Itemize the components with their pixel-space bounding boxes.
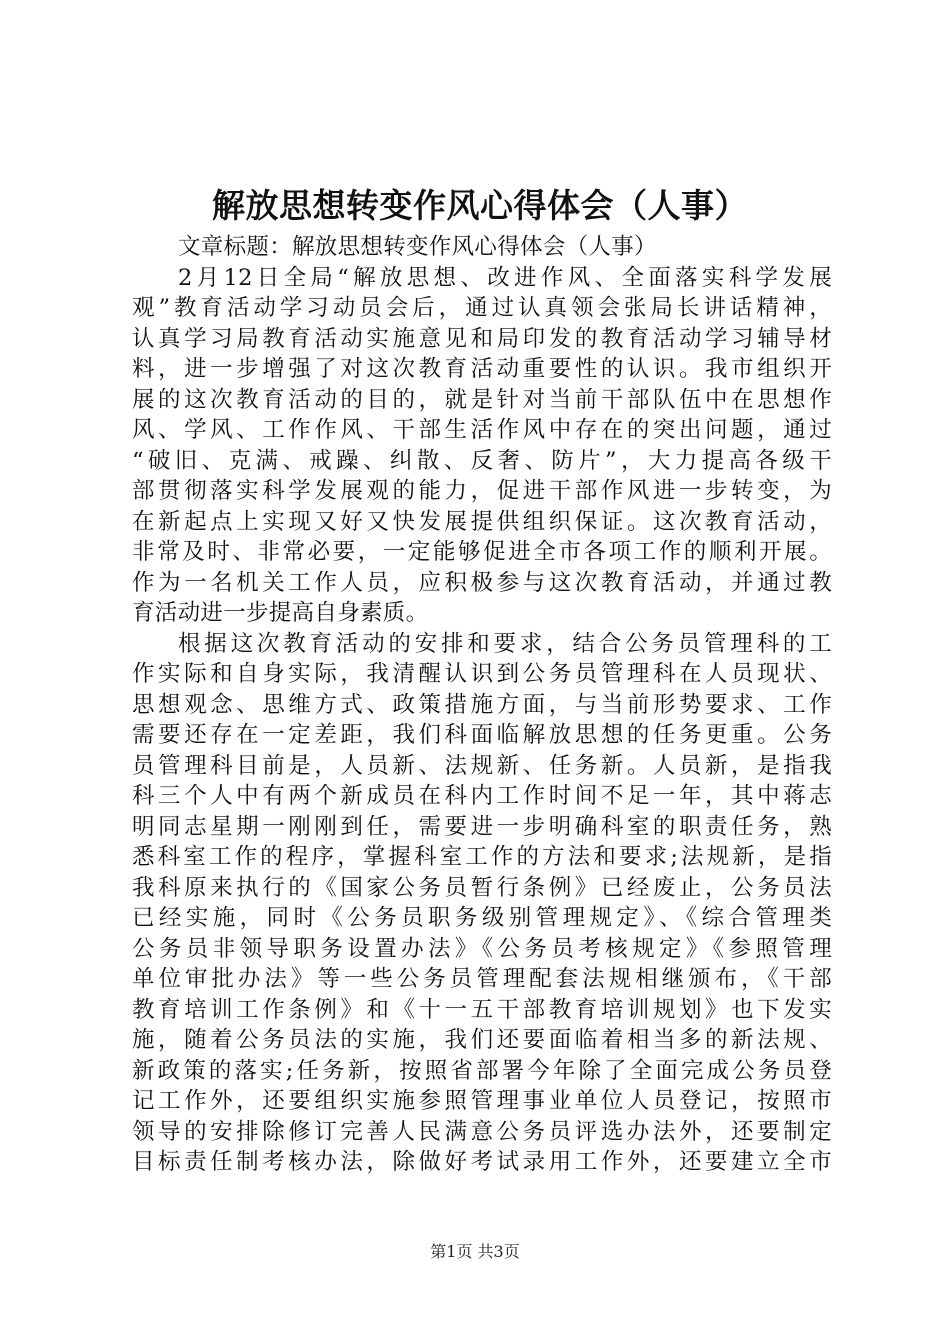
page-footer: 第1页 共3页 xyxy=(430,1242,520,1261)
text-line: 施，随着公务员法的实施，我们还要面临着相当多的新法规、 xyxy=(132,1027,832,1053)
text-line: 记工作外，还要组织实施参照管理事业单位人员登记，按照市 xyxy=(132,1088,832,1114)
text-line: 风、学风、工作作风、干部生活作风中存在的突出问题，通过 xyxy=(132,417,832,443)
text-line: 作实际和自身实际，我清醒认识到公务员管理科在人员现状、 xyxy=(132,661,832,687)
text-line: “破旧、克满、戒躁、纠散、反奢、防片”，大力提高各级干 xyxy=(132,447,832,474)
text-line: 2月12日全局“解放思想、改进作风、全面落实科学发展 xyxy=(178,264,832,291)
text-line: 料，进一步增强了对这次教育活动重要性的认识。我市组织开 xyxy=(132,356,832,382)
text-line: 悉科室工作的程序，掌握科室工作的方法和要求;法规新，是指 xyxy=(132,844,832,870)
text-line: 非常及时、非常必要，一定能够促进全市各项工作的顺利开展。 xyxy=(132,539,832,565)
text-line: 认真学习局教育活动实施意见和局印发的教育活动学习辅导材 xyxy=(132,325,832,352)
text-line: 明同志星期一刚刚到任，需要进一步明确科室的职责任务，熟 xyxy=(132,813,832,840)
text-line: 我科原来执行的《国家公务员暂行条例》已经废止，公务员法 xyxy=(132,874,832,901)
text-line: 部贯彻落实科学发展观的能力，促进干部作风进一步转变，为 xyxy=(132,478,832,504)
text-line: 育活动进一步提高自身素质。 xyxy=(132,600,429,626)
text-line: 公务员非领导职务设置办法》《公务员考核规定》《参照管理 xyxy=(132,935,832,962)
text-line: 需要还存在一定差距，我们科面临解放思想的任务更重。公务 xyxy=(132,722,832,748)
text-line: 目标责任制考核办法，除做好考试录用工作外，还要建立全市 xyxy=(132,1149,832,1175)
document-body xyxy=(132,232,832,1178)
text-line: 根据这次教育活动的安排和要求，结合公务员管理科的工 xyxy=(178,630,832,657)
document-title: 解放思想转变作风心得体会（人事） xyxy=(212,186,748,225)
text-line: 在新起点上实现又好又快发展提供组织保证。这次教育活动， xyxy=(132,508,832,535)
text-line: 领导的安排除修订完善人民满意公务员评选办法外，还要制定 xyxy=(132,1118,832,1145)
text-line: 新政策的落实;任务新，按照省部署今年除了全面完成公务员登 xyxy=(132,1057,832,1084)
text-line: 文章标题：解放思想转变作风心得体会（人事） xyxy=(178,234,657,260)
text-line: 观”教育活动学习动员会后，通过认真领会张局长讲话精神， xyxy=(132,295,832,321)
text-line: 思想观念、思维方式、政策措施方面，与当前形势要求、工作 xyxy=(132,691,832,718)
text-line: 员管理科目前是，人员新、法规新、任务新。人员新，是指我 xyxy=(132,752,832,779)
text-line: 科三个人中有两个新成员在科内工作时间不足一年，其中蒋志 xyxy=(132,783,832,809)
text-line: 作为一名机关工作人员，应积极参与这次教育活动，并通过教 xyxy=(132,569,832,596)
text-line: 单位审批办法》等一些公务员管理配套法规相继颁布，《干部 xyxy=(132,966,832,992)
text-line: 展的这次教育活动的目的，就是针对当前干部队伍中在思想作 xyxy=(132,386,832,413)
text-line: 已经实施，同时《公务员职务级别管理规定》、《综合管理类 xyxy=(132,905,832,931)
text-line: 教育培训工作条例》和《十一五干部教育培训规划》也下发实 xyxy=(132,996,832,1023)
